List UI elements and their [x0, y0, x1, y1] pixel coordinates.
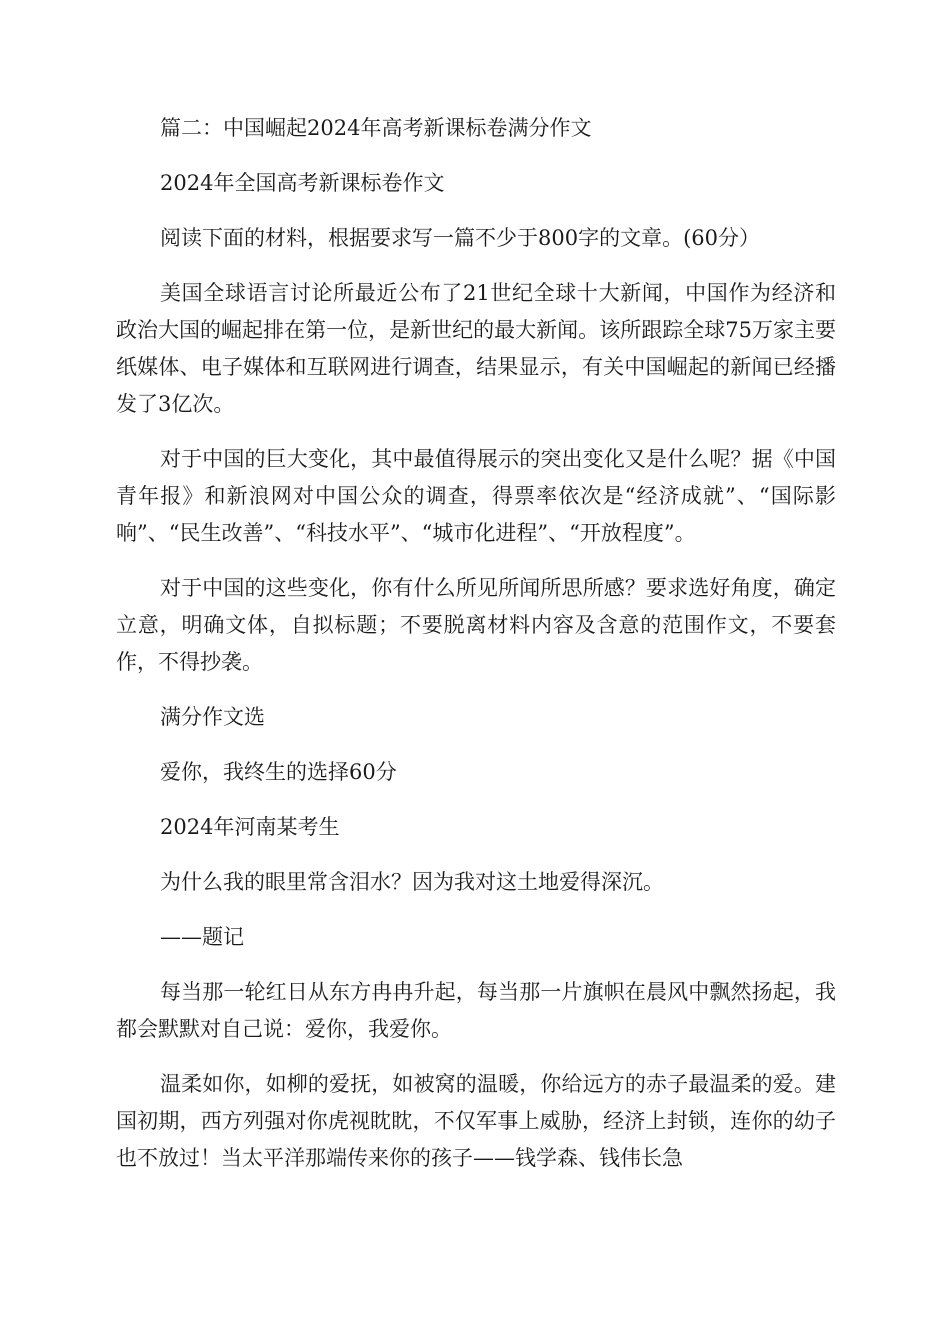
material-paragraph: 对于中国的巨大变化，其中最值得展示的突出变化又是什么呢？据《中国青年报》和新浪网对中国公众的调查，得票率依次是“经济成就”、“国际影响”、“民生改善”、“科技水平”、“城市化进程”、“开放程度”。	[116, 447, 836, 545]
essay-author: 2024年河南某考生	[160, 815, 340, 839]
section-heading: 篇二：中国崛起2024年高考新课标卷满分作文	[160, 116, 592, 140]
prompt-instruction: 阅读下面的材料，根据要求写一篇不少于800字的文章。(60分）	[160, 226, 760, 250]
subsection-heading: 满分作文选	[160, 705, 265, 729]
exam-title: 2024年全国高考新课标卷作文	[160, 171, 445, 195]
essay-paragraph: 每当那一轮红日从东方冉冉升起，每当那一片旗帜在晨风中飘然扬起，我都会默默对自己说：爱你，我爱你。	[116, 980, 836, 1041]
essay-title: 爱你，我终生的选择60分	[160, 760, 397, 784]
material-paragraph: 美国全球语言讨论所最近公布了21世纪全球十大新闻，中国作为经济和政治大国的崛起排在第一位，是新世纪的最大新闻。该所跟踪全球75万家主要纸媒体、电子媒体和互联网进行调查，结果显示，有关中国崛起的新闻已经播发了3亿次。	[116, 281, 836, 416]
epigraph-label: ——题记	[160, 925, 244, 949]
epigraph: 为什么我的眼里常含泪水？因为我对这土地爱得深沉。	[160, 870, 664, 894]
essay-paragraph: 温柔如你，如柳的爱抚，如被窝的温暖，你给远方的赤子最温柔的爱。建国初期，西方列强对你虎视眈眈，不仅军事上威胁，经济上封锁，连你的幼子也不放过！当太平洋那端传来你的孩子——钱学森、钱伟长急	[116, 1072, 836, 1170]
document-body	[116, 110, 836, 1195]
requirement-paragraph: 对于中国的这些变化，你有什么所见所闻所思所感？要求选好角度，确定立意，明确文体，自拟标题；不要脱离材料内容及含意的范围作文，不要套作，不得抄袭。	[116, 576, 836, 674]
